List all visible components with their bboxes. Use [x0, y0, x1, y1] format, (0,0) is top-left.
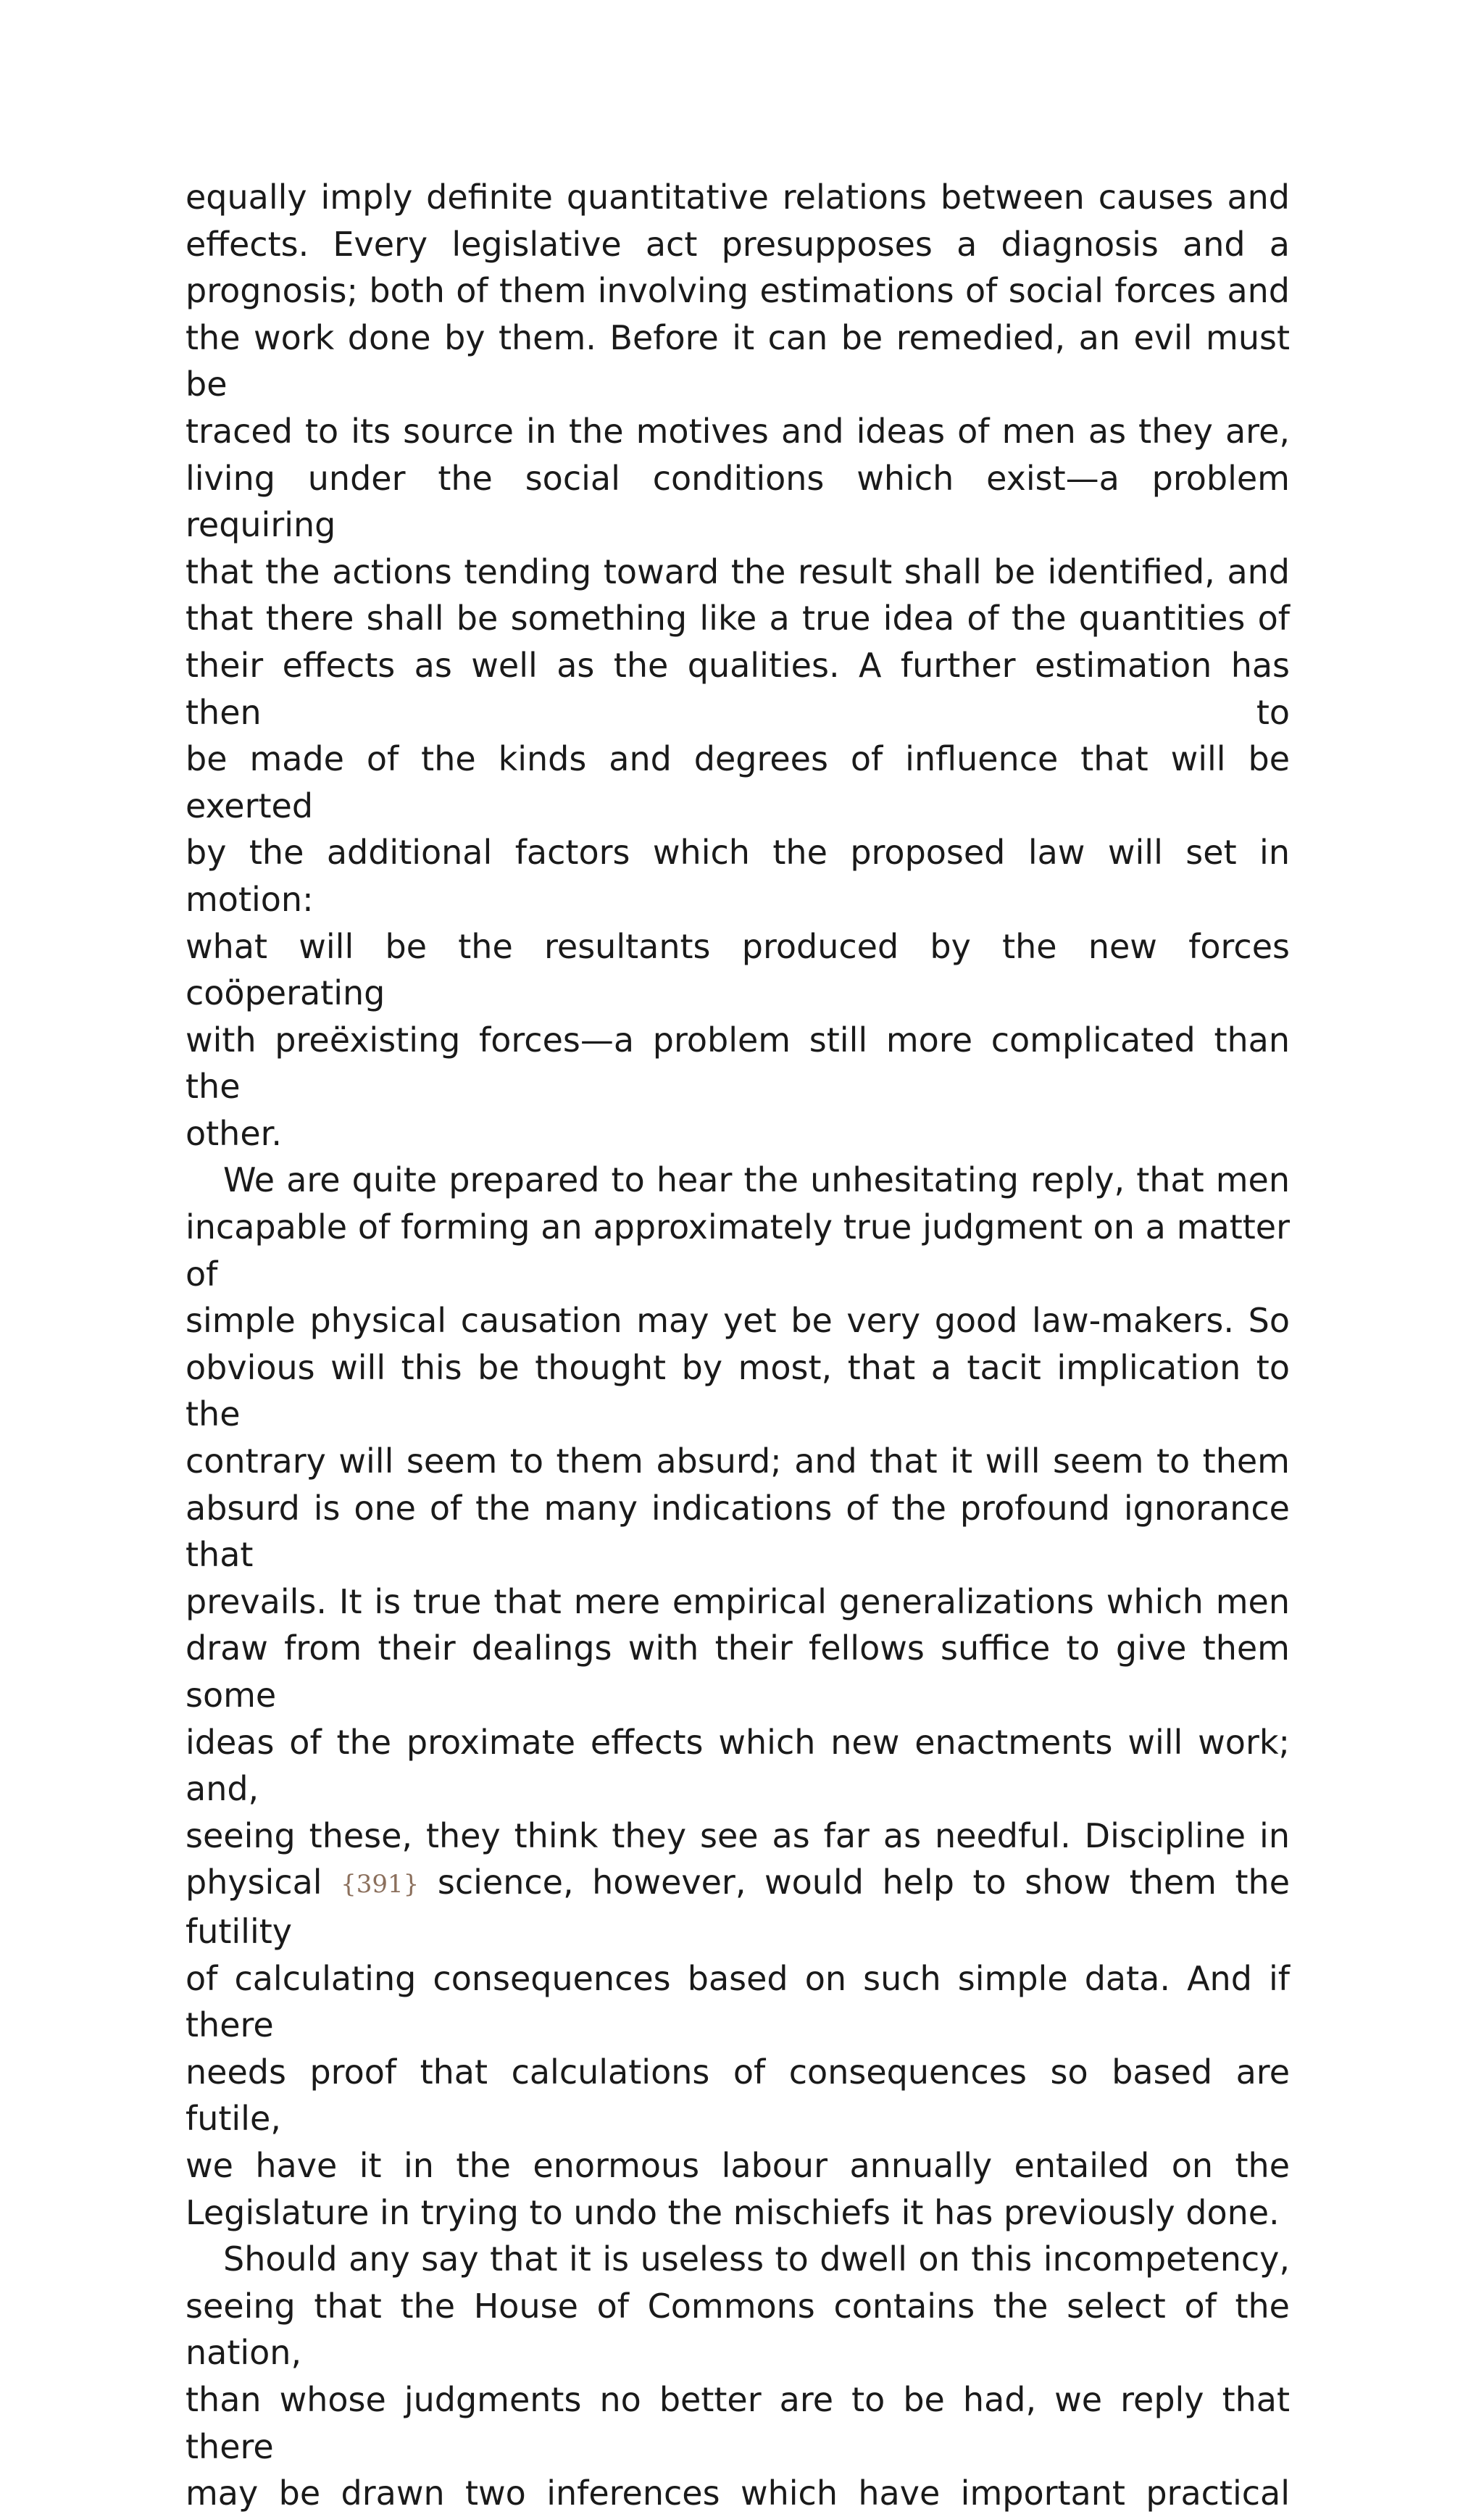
text-line: prevails. It is true that mere empirical generalizations which men: [186, 1581, 1290, 1621]
text-line: prognosis; both of them involving estimations of social forces and: [186, 271, 1290, 311]
text-line: simple physical causation may yet be very good law-makers. So: [186, 1301, 1290, 1341]
text-line: obvious will this be thought by most, that a tacit implication to the: [186, 1347, 1290, 1434]
text-line: the work done by them. Before it can be remedied, an evil must be: [186, 317, 1290, 404]
text-line: draw from their dealings with their fellows suffice to give them some: [186, 1628, 1290, 1715]
text-line: seeing that the House of Commons contains the select of the nation,: [186, 2286, 1290, 2373]
text-line: incapable of forming an approximately true judgment on a matter of: [186, 1207, 1290, 1294]
text-line: what will be the resultants produced by the new forces coöperating: [186, 926, 1290, 1013]
text-line: living under the social conditions which exist—a problem requiring: [186, 458, 1290, 545]
text-line: We are quite prepared to hear the unhesitating reply, that men: [223, 1160, 1290, 1200]
text-line: with preëxisting forces—a problem still more complicated than the: [186, 1020, 1290, 1107]
body-text: [186, 174, 1290, 2517]
text-line: equally imply definite quantitative relations between causes and: [186, 178, 1290, 217]
paragraph-1: [186, 174, 1290, 1157]
text-line: effects. Every legislative act presupposes a diagnosis and a: [186, 224, 1290, 264]
page-number-marker: {391}: [341, 1870, 420, 1900]
text-line: than whose judgments no better are to be had, we reply that there: [186, 2379, 1290, 2466]
text-line: may be drawn two inferences which have important practical: [186, 2474, 1290, 2513]
text-line: needs proof that calculations of consequences so based are futile,: [186, 2052, 1290, 2139]
text-line: by the additional factors which the proposed law will set in motion:: [186, 833, 1290, 919]
text-line: that the actions tending toward the result shall be identified, and: [186, 552, 1290, 591]
paragraph-2: [186, 1157, 1290, 2236]
text-line: be made of the kinds and degrees of influence that will be exerted: [186, 739, 1290, 825]
text-segment: science, however, would help to show them the futility: [186, 1863, 1290, 1951]
text-line: of calculating consequences based on such simple data. And if there: [186, 1958, 1290, 2045]
text-line: other.: [186, 1113, 282, 1153]
text-line: seeing these, they think they see as far as needful. Discipline in: [186, 1815, 1290, 1855]
text-line: their effects as well as the qualities. A further estimation has then to: [186, 645, 1290, 732]
text-line: absurd is one of the many indications of the profound ignorance that: [186, 1488, 1290, 1575]
text-line: we have it in the enormous labour annually entailed on the: [186, 2145, 1290, 2185]
text-line: that there shall be something like a true idea of the quantities of: [186, 599, 1290, 638]
text-segment: physical: [186, 1863, 322, 1902]
text-line: traced to its source in the motives and ideas of men as they are,: [186, 411, 1290, 451]
text-line-with-page-marker: [186, 1859, 1290, 1955]
text-line: contrary will seem to them absurd; and that it will seem to them: [186, 1441, 1290, 1481]
text-line: Should any say that it is useless to dwell on this incompetency,: [223, 2239, 1290, 2279]
paragraph-3: [186, 2236, 1290, 2517]
text-line: ideas of the proximate effects which new enactments will work; and,: [186, 1722, 1290, 1809]
text-line: Legislature in trying to undo the mischiefs it has previously done.: [186, 2192, 1280, 2232]
